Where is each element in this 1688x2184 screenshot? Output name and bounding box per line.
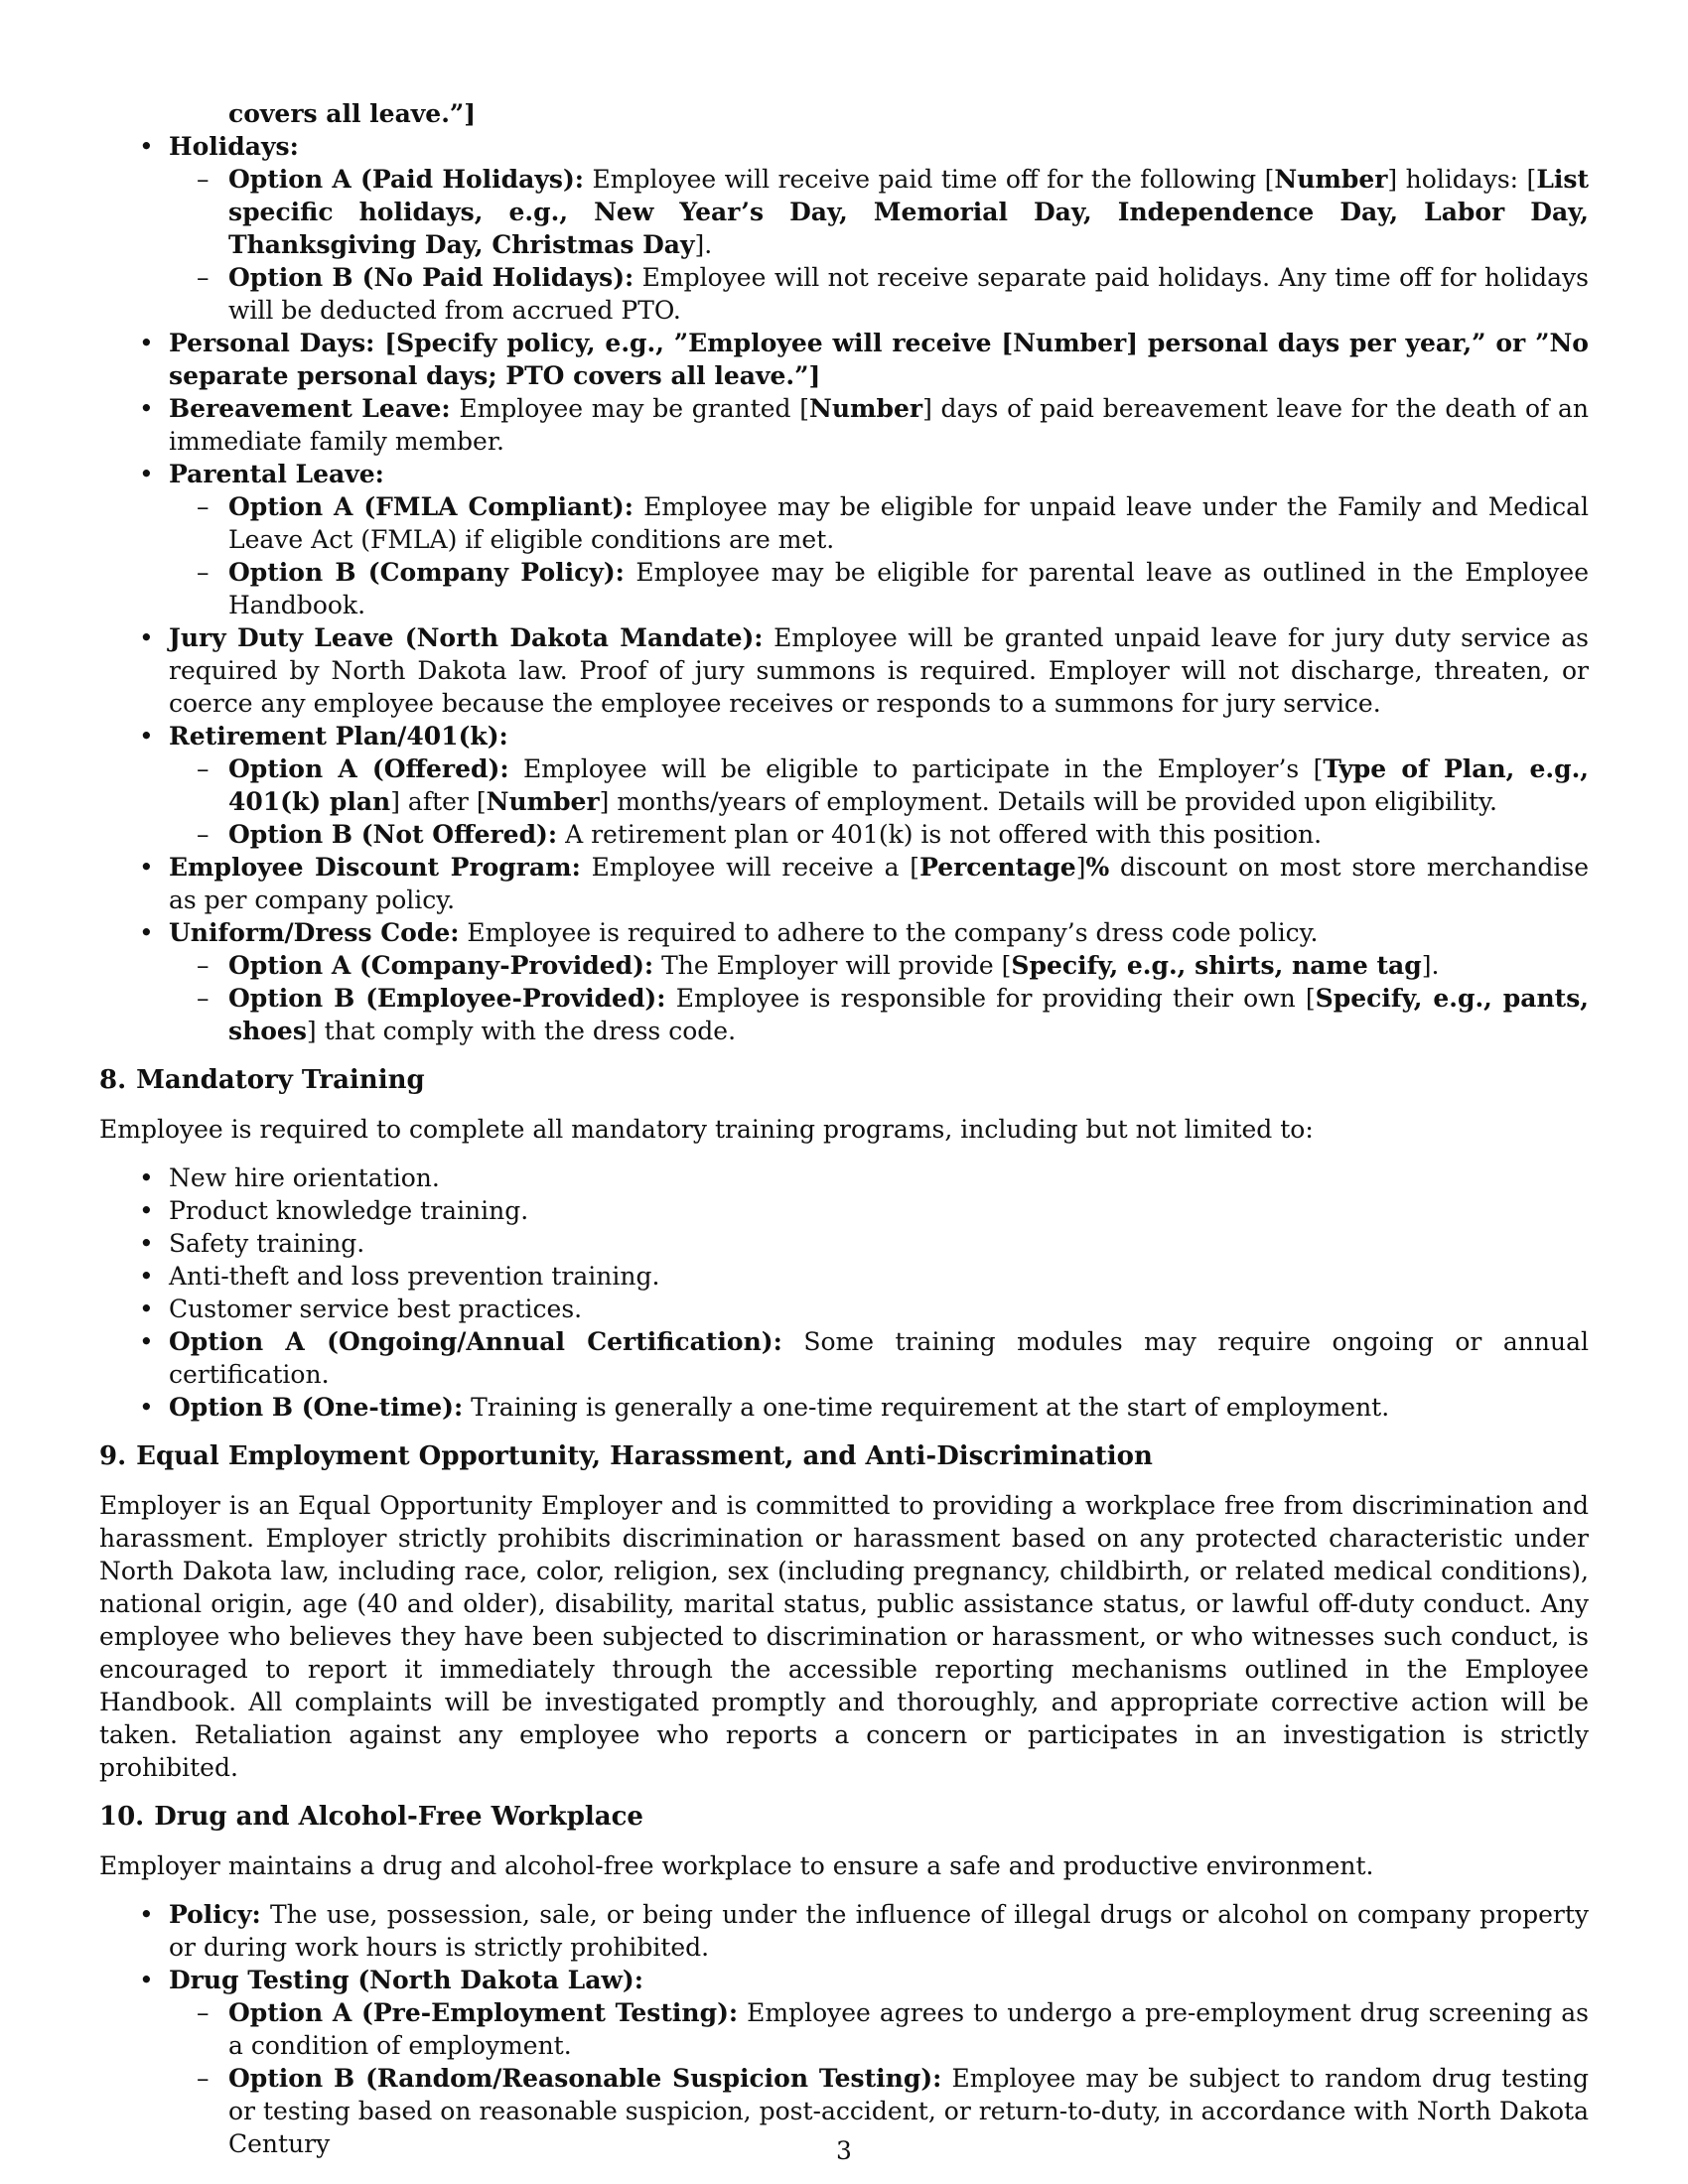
list-item-holidays [99,130,1589,327]
list-item-parental: • Parental Leave: – Option A (FMLA Compliant): Employee may be eligible for unpaid leave under the Family and Medical Leave Act (FMLA) if eligible conditions are met. – Option B (Company Policy): Employee may be eligible for parental leave as outlined in the Employee Handbook. [99,458,1589,621]
list-item-retirement: • Retirement Plan/401(k): – Option A (Offered): Employee will be eligible to participate in the Employer’s [Type of Plan, e.g., 401(k) plan] after [Number] months/years of employment. Details will be provided upon eligibility. – Option B (Not Offered): A retirement plan or 401(k) is not offered with this position. [99,720,1589,851]
list-item-testing-option-b: – Option B (Random/Reasonable Suspicion Testing): Employee may be subject to random drug testing or testing based on reasonable suspicion, post-accident, or return-to-duty, in accordance with North Dakota Century [169,2062,1589,2160]
retirement-options [169,752,1589,851]
section-9-heading: 9. Equal Employment Opportunity, Harassment, and Anti-Discrimination [99,1441,1153,1471]
drug-policy-list [99,1898,1589,2160]
list-item-discount: • Employee Discount Program: Employee will receive a [Percentage]% discount on most store merchandise as per company policy. [99,851,1589,916]
training-list [99,1161,1589,1424]
list-item-retirement-option-a: – Option A (Offered): Employee will be eligible to participate in the Employer’s [Type of Plan, e.g., 401(k) plan] after [Number] months/years of employment. Details will be provided upon eligibility. [169,752,1589,818]
list-item: • Anti-theft and loss prevention training. [99,1260,1589,1293]
section-10-heading: 10. Drug and Alcohol-Free Workplace [99,1802,643,1832]
section-9-body: Employer is an Equal Opportunity Employer and is committed to providing a workplace free from discrimination and harassment. Employer strictly prohibits discrimination or harassment based on any protected characteristic under North Dakota law, including race, color, religion, sex (including pregnancy, childbirth, or related medical conditions), national origin, age (40 and older), disability, marital status, public assistance status, or lawful off-duty conduct. Any employee who believes they have been subjected to discrimination or harassment, or who witnesses such conduct, is encouraged to report it immediately through the accessible reporting mechanisms outlined in the Employee Handbook. All complaints will be investigated promptly and thoroughly, and appropriate corrective action will be taken. Retaliation against any employee who reports a concern or participates in an investigation is strictly prohibited. [99,1491,1589,1782]
list-item-holidays-option-a: – Option A (Paid Holidays): Employee will receive paid time off for the following [Number] holidays: [List specific holidays, e.g., New Year’s Day, Memorial Day, Independence Day, Labor Day, Thanksgiving Day, Christmas Day]. [169,163,1589,261]
list-item-retirement-option-b: – Option B (Not Offered): A retirement plan or 401(k) is not offered with this position. [169,818,1589,851]
list-item-uniform-option-b: – Option B (Employee-Provided): Employee is responsible for providing their own [Specify, e.g., pants, shoes] that comply with the dress code. [169,982,1589,1047]
section-8-heading: 8. Mandatory Training [99,1065,425,1095]
list-item-policy: • Policy: The use, possession, sale, or being under the influence of illegal drugs or alcohol on company property or during work hours is strictly prohibited. [99,1898,1589,1964]
section-8-intro: Employee is required to complete all mandatory training programs, including but not limited to: [99,1115,1314,1144]
continuation-text: covers all leave.”] [228,99,477,128]
document-page [99,97,1589,2160]
list-item-personal-days: • Personal Days: [Specify policy, e.g., ”Employee will receive [Number] personal days per year,” or ”No separate personal days; PTO covers all leave.”] [99,327,1589,392]
list-item: • Customer service best practices. [99,1293,1589,1325]
list-item-holidays-option-b: – Option B (No Paid Holidays): Employee will not receive separate paid holidays. Any time off for holidays will be deducted from accrued PTO. [169,261,1589,327]
uniform-options [169,949,1589,1047]
list-item-drug-testing: • Drug Testing (North Dakota Law): – Option A (Pre-Employment Testing): Employee agrees to undergo a pre-employment drug screening as a condition of employment. – Option B (Random/Reasonable Suspicion Testing): Employee may be subject to random drug testing or testing based on reasonable suspicion, post-accident, or return-to-duty, in accordance with North Dakota Century [99,1964,1589,2160]
benefits-list [99,130,1589,1047]
list-item-training-option-a: • Option A (Ongoing/Annual Certification): Some training modules may require ongoing or annual certification. [99,1325,1589,1391]
list-item: • Product knowledge training. [99,1194,1589,1227]
list-item-uniform: • Uniform/Dress Code: Employee is required to adhere to the company’s dress code policy. – Option A (Company-Provided): The Employer will provide [Specify, e.g., shirts, name tag]. – Option B (Employee-Provided): Employee is responsible for providing their own [Specify, e.g., pants, shoes] that comply with the dress code. [99,916,1589,1047]
list-item-bereavement: • Bereavement Leave: Employee may be granted [Number] days of paid bereavement leave for the death of an immediate family member. [99,392,1589,458]
page-number: 3 [836,2136,852,2165]
list-item-testing-option-a: – Option A (Pre-Employment Testing): Employee agrees to undergo a pre-employment drug screening as a condition of employment. [169,1996,1589,2062]
parental-options [169,490,1589,621]
list-item-parental-option-b: – Option B (Company Policy): Employee may be eligible for parental leave as outlined in the Employee Handbook. [169,556,1589,621]
list-item-jury-duty: • Jury Duty Leave (North Dakota Mandate): Employee will be granted unpaid leave for jury duty service as required by North Dakota law. Proof of jury summons is required. Employer will not discharge, threaten, or coerce any employee because the employee receives or responds to a summons for jury service. [99,621,1589,720]
list-item: • New hire orientation. [99,1161,1589,1194]
holidays-options [169,163,1589,327]
list-item: • Safety training. [99,1227,1589,1260]
section-10-intro: Employer maintains a drug and alcohol-free workplace to ensure a safe and productive environment. [99,1851,1374,1880]
list-item-training-option-b: • Option B (One-time): Training is generally a one-time requirement at the start of employment. [99,1391,1589,1424]
holidays-label: Holidays: [169,132,299,161]
list-item-uniform-option-a: – Option A (Company-Provided): The Employer will provide [Specify, e.g., shirts, name tag]. [169,949,1589,982]
list-item-parental-option-a: – Option A (FMLA Compliant): Employee may be eligible for unpaid leave under the Family and Medical Leave Act (FMLA) if eligible conditions are met. [169,490,1589,556]
